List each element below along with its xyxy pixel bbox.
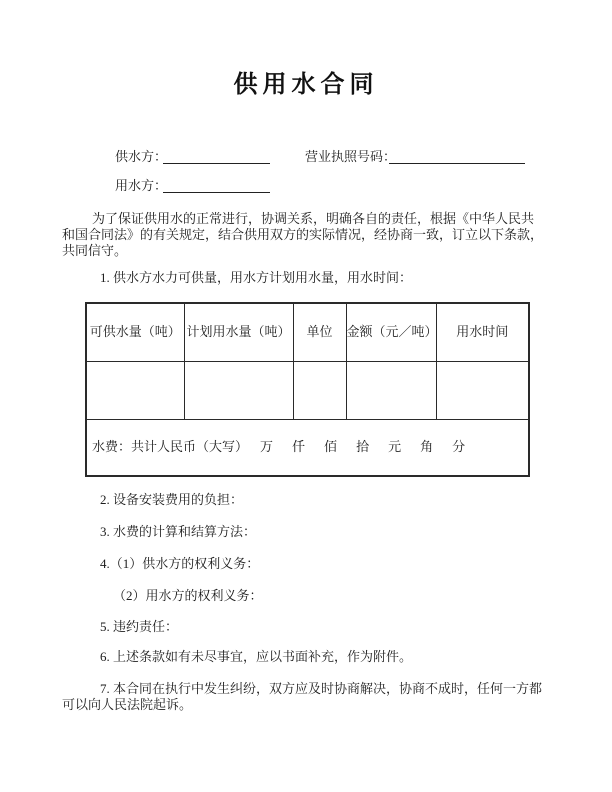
license-number-label: 营业执照号码： <box>305 149 397 164</box>
unit-wan: 万 <box>260 439 274 455</box>
water-supply-table <box>85 302 530 477</box>
clause-1: 1. 供水方水力可供量，用水方计划用水量，用水时间： <box>100 270 413 285</box>
clause-2: 2. 设备安装费用的负担： <box>100 492 244 507</box>
unit-qian: 仟 <box>292 439 306 455</box>
cell-available-quantity[interactable] <box>86 361 184 419</box>
consumer-blank-field[interactable] <box>163 178 270 193</box>
header-usage-time: 用水时间 <box>436 303 529 361</box>
preamble-paragraph <box>62 211 554 259</box>
header-available-quantity: 可供水量（吨） <box>86 303 184 361</box>
header-unit: 单位 <box>293 303 346 361</box>
preamble-line-2: 和国合同法》的有关规定，结合供用双方的实际情况，经协商一致，订立以下条款， <box>62 227 544 242</box>
clause-4-sub-2: （2）用水方的权利义务： <box>113 588 263 603</box>
header-amount: 金额（元／吨） <box>346 303 436 361</box>
table-header-row <box>86 303 529 361</box>
cell-unit[interactable] <box>293 361 346 419</box>
clause-7-line-1: 7. 本合同在执行中发生纠纷，双方应及时协商解决，协商不成时，任何一方都 <box>100 681 543 696</box>
preamble-line-3: 共同信守。 <box>62 243 128 258</box>
clause-3: 3. 水费的计算和结算方法： <box>100 524 257 539</box>
supplier-blank-field[interactable] <box>163 149 270 164</box>
table-footer-row <box>86 419 529 476</box>
unit-fen: 分 <box>452 439 466 455</box>
currency-units <box>248 439 465 454</box>
header-planned-quantity: 计划用水量（吨） <box>184 303 293 361</box>
license-number-blank-field[interactable] <box>389 149 525 164</box>
document-title: 供用水合同 <box>233 71 379 98</box>
consumer-label: 用水方： <box>115 178 168 193</box>
preamble-line-1: 为了保证供用水的正常进行，协调关系，明确各自的责任，根据《中华人民共 <box>92 211 535 226</box>
clause-7-line-2: 可以向人民法院起诉。 <box>62 697 193 712</box>
clause-5: 5. 违约责任： <box>100 619 179 634</box>
cell-planned-quantity[interactable] <box>184 361 293 419</box>
unit-yuan: 元 <box>388 439 402 455</box>
supplier-label: 供水方： <box>115 149 168 164</box>
unit-shi: 拾 <box>356 439 370 455</box>
clause-6: 6. 上述条款如有未尽事宜，应以书面补充，作为附件。 <box>100 649 413 664</box>
unit-jiao: 角 <box>420 439 434 455</box>
cell-usage-time[interactable] <box>436 361 529 419</box>
table-entry-row <box>86 361 529 419</box>
clause-4-sub-1: 4.（1）供水方的权利义务： <box>100 556 260 571</box>
cell-amount[interactable] <box>346 361 436 419</box>
water-fee-label: 水费：共计人民币（大写） <box>92 439 249 455</box>
unit-bai: 佰 <box>324 439 338 455</box>
clause-7 <box>62 681 554 713</box>
